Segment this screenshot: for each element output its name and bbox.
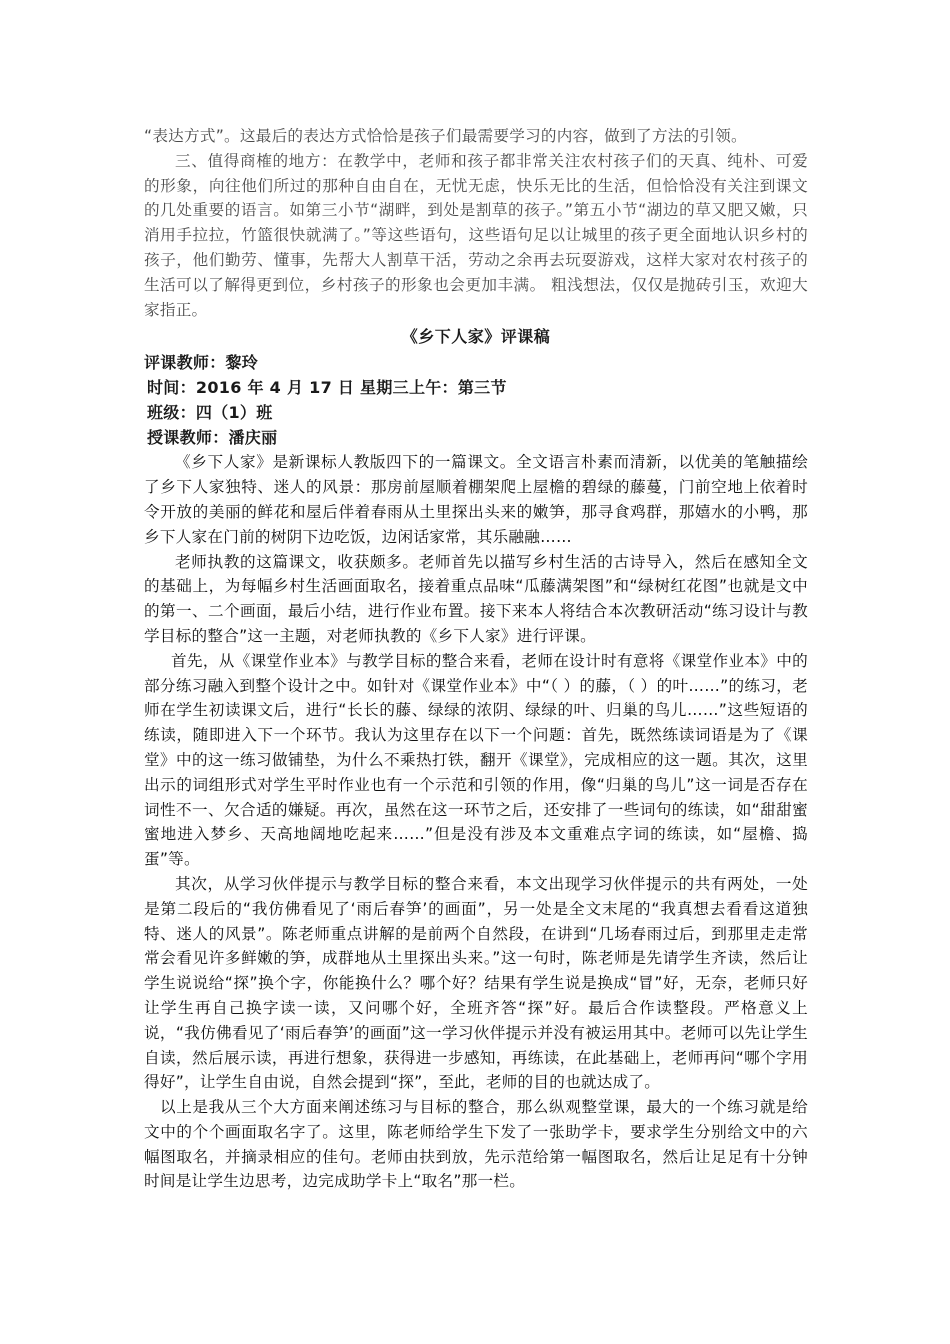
class-line: 班级：四（1）班 (147, 403, 273, 423)
time-line: 时间：2016 年 4 月 17 日 星期三上午：第三节 (147, 378, 507, 398)
body-paragraph-1: 《乡下人家》是新课标人教版四下的一篇课文。全文语言朴素而清新，以优美的笔触描绘了乡下人家独特、迷人的风景：那房前屋顺着棚架爬上屋檐的碧绿的藤蔓，门前空地上依着时令开放的美丽的鲜花和屋后伴着春雨从土里探出头来的嫩笋，那寻食鸡群，那嬉水的小鸭，那乡下人家在门前的树阴下边吃饭，边闲话家常，其乐融融…… (144, 453, 808, 546)
teacher-line: 授课教师：潘庆丽 (147, 428, 278, 448)
body-paragraph-2: 老师执教的这篇课文，收获颇多。老师首先以描写乡村生活的古诗导入，然后在感知全文的基础上，为每幅乡村生活画面取名，接着重点品味“瓜藤满架图”和“绿树红花图”也就是文中的第一、二个画面，最后小结，进行作业布置。接下来本人将结合本次教研活动“练习设计与教学目标的整合”这一主题，对老师执教的《乡下人家》进行评课。 (144, 552, 808, 645)
reviewer-line: 评课教师：黎玲 (144, 353, 259, 373)
document-title: 《乡下人家》评课稿 (401, 327, 551, 347)
body-paragraph-4: 其次，从学习伙伴提示与教学目标的整合来看，本文出现学习伙伴提示的共有两处，一处是第二段后的“我仿佛看见了‘雨后春笋’的画面”，另一处是全文末尾的“我真想去看看这道独特、迷人的风景”。陈老师重点讲解的是前两个自然段，在讲到“几场春雨过后，到那里走走常常会看见许多鲜嫩的笋，成群地从土里探出头来。”这一句时，陈老师是先请学生齐读，然后让学生说说给“探”换个字，你能换什么？哪个好？结果有学生说是换成“冒”好，无奈，老师只好让学生再自己换字读一读，又问哪个好，全班齐答“探”好。最后合作读整段。严格意义上说，“我仿佛看见了‘雨后春笋’的画面”这一学习伙伴提示并没有被运用其中。老师可以先让学生自读，然后展示读，再进行想象，获得进一步感知，再练读，在此基础上，老师再问“哪个字用得好”，让学生自由说，自然会提到“探”，至此，老师的目的也就达成了。 (144, 874, 808, 1092)
body-paragraph-5: 以上是我从三个大方面来阐述练习与目标的整合，那么纵观整堂课，最大的一个练习就是给文中的个个画面取名字了。这里，陈老师给学生下发了一张助学卡，要求学生分别给文中的六幅图取名，并摘录相应的佳句。老师由扶到放，先示范给第一幅图取名，然后让足足有十分钟时间是让学生边思考，边完成助学卡上“取名”那一栏。 (144, 1098, 808, 1191)
previous-review-paragraph-2: 三、值得商榷的地方：在教学中，老师和孩子都非常关注农村孩子们的天真、纯朴、可爱的形象，向往他们所过的那种自由自在，无忧无虑，快乐无比的生活，但恰恰没有关注到课文的几处重要的语言。如第三小节“湖畔，到处是割草的孩子。”第五小节“湖边的草又肥又嫩，只消用手拉拉，竹篮很快就满了。”等这些语句，这些语句足以让城里的孩子更全面地认识乡村的孩子，他们勤劳、懂事，先帮大人割草干活，劳动之余再去玩耍游戏，这样大家对农村孩子的生活可以了解得更到位，乡村孩子的形象也会更加丰满。 粗浅想法，仅仅是抛砖引玉，欢迎大家指正。 (144, 151, 808, 319)
previous-review-paragraph-1: “表达方式”。这最后的表达方式恰恰是孩子们最需要学习的内容，做到了方法的引领。 (144, 127, 747, 145)
body-paragraph-3: 首先，从《课堂作业本》与教学目标的整合来看，老师在设计时有意将《课堂作业本》中的部分练习融入到整个设计之中。如针对《课堂作业本》中“（ ）的藤，（ ）的叶……”的练习，老师在学生初读课文后，进行“长长的藤、绿绿的浓阴、绿绿的叶、归巢的鸟儿……”这些短语的练读，随即进入下一个环节。我认为这里存在以下一个问题：首先，既然练读词语是为了《课堂》中的这一练习做铺垫，为什么不乘热打铁，翻开《课堂》，完成相应的这一题。其次，这里出示的词组形式对学生平时作业也有一个示范和引领的作用，像“归巢的鸟儿”这一词是否存在词性不一、欠合适的嫌疑。再次，虽然在这一环节之后，还安排了一些词句的练读，如“甜甜蜜蜜地进入梦乡、天高地阔地吃起来……”但是没有涉及本文重难点字词的练读，如“屋檐、捣蛋”等。 (144, 651, 808, 869)
document-content (144, 124, 808, 1194)
